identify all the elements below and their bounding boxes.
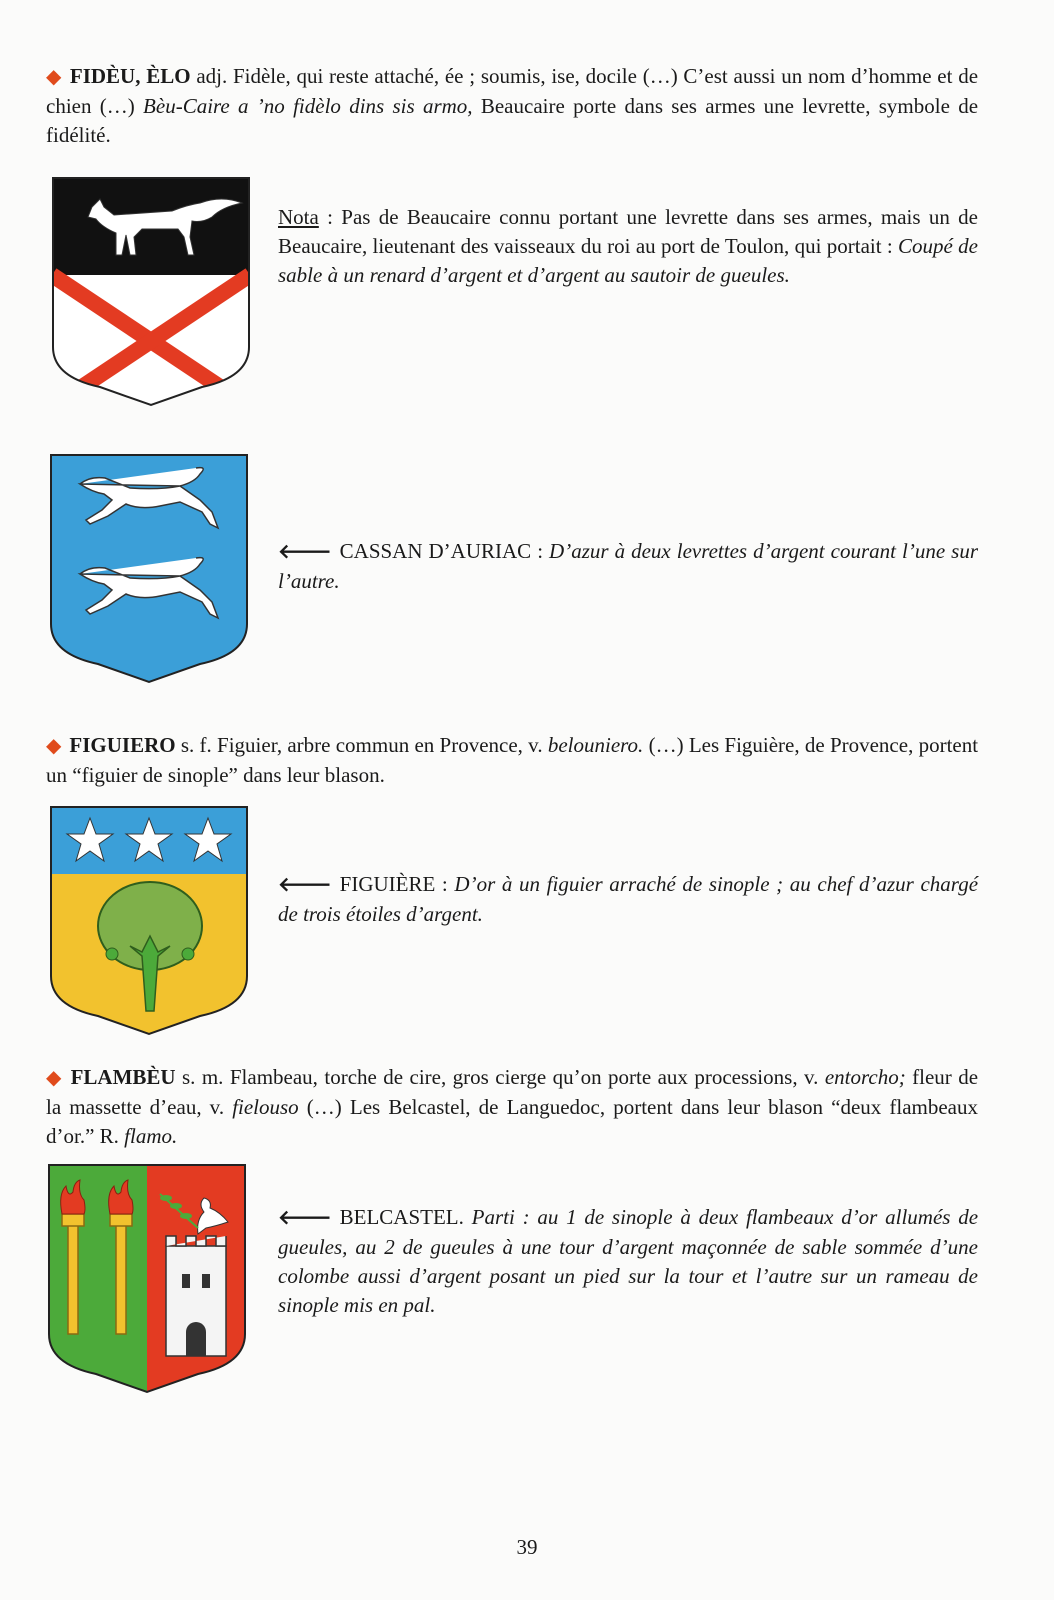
definition: Fidèle, qui reste attaché, ée ; soumis, ise, docile (…) C’est aussi un nom d’homme et de chien (…) [46,64,979,118]
nota-blazon: Coupé de sable à un renard d’argent et d’argent au sautoir de gueules. [278,234,978,287]
nota-label: Nota [278,205,319,229]
belcastel-shield-icon [48,1164,246,1394]
cassan-blazon: D’azur à deux levrettes d’argent courant l’une sur l’autre. [278,539,979,593]
cross-reference: fielouso [232,1095,299,1119]
entry-fideu [46,62,978,150]
figuiere-blazon: D’or à un figuier arraché de sinople ; au chef d’azur chargé de trois étoiles d’argent. [278,872,979,926]
figuiere-entry [278,870,978,929]
page-number: 39 [516,1535,538,1559]
definition-cont: fleur de la massette d’eau, v. [46,1065,979,1119]
definition-cont: (…) Les Figuière, de Provence, portent un “figuier de sinople” dans leur blason. [46,733,979,787]
definition: Figuier, arbre commun en Provence, v. [217,733,543,757]
nota-beaucaire [278,203,978,290]
bullet-icon: ◆ [46,735,62,757]
arrow-left-icon: 🡐 [278,874,332,896]
beaucaire-shield-icon [52,177,250,407]
cassan-shield-icon [50,454,248,684]
entry-figuiero [46,731,978,790]
bullet-icon: ◆ [46,66,62,88]
headword: FIGUIERO [69,733,176,757]
definition-cont: Beaucaire porte dans ses armes une levrette, symbole de fidélité. [46,94,979,147]
belcastel-blazon: Parti : au 1 de sinople à deux flambeaux d’or allumés de gueules, au 2 de gueules à une tour d’argent maçonnée de sable sommée d’une colombe aussi d’argent posant un pied sur la tour et l’autre sur un rameau de sinople mis en pal. [278,1205,979,1317]
cassan-entry [278,537,978,596]
entry-flambeu [46,1063,978,1151]
pos: adj. [196,64,228,88]
belcastel-name: BELCASTEL. [339,1205,464,1229]
nota-text: : Pas de Beaucaire connu portant une levrette dans ses armes, mais un de Beaucaire, lieutenant des vaisseaux du roi au port de Toulon, qui portait : [278,205,978,258]
figuiere-name: FIGUIÈRE : [339,872,448,896]
headword: FIDÈU, ÈLO [69,64,191,88]
pos: s. m. [182,1065,224,1089]
cross-reference: belouniero. [547,733,644,757]
cassan-name: CASSAN D’AURIAC : [339,539,544,563]
cross-reference: entorcho; [824,1065,906,1089]
definition: Flambeau, torche de cire, gros cierge qu’on porte aux processions, v. [229,1065,819,1089]
pos: s. f. [180,733,212,757]
belcastel-entry [278,1203,978,1320]
cross-reference: flamo. [124,1124,178,1148]
bullet-icon: ◆ [46,1067,63,1089]
headword: FLAMBÈU [70,1065,176,1089]
figuiere-shield-icon [50,806,248,1036]
arrow-left-icon: 🡐 [278,541,332,563]
quote: Bèu-Caire a ’no fidèlo dins sis armo, [143,94,473,118]
arrow-left-icon: 🡐 [278,1207,332,1229]
definition-cont: (…) Les Belcastel, de Languedoc, portent dans leur blason “deux flambeaux d’or.” R. [46,1095,978,1148]
